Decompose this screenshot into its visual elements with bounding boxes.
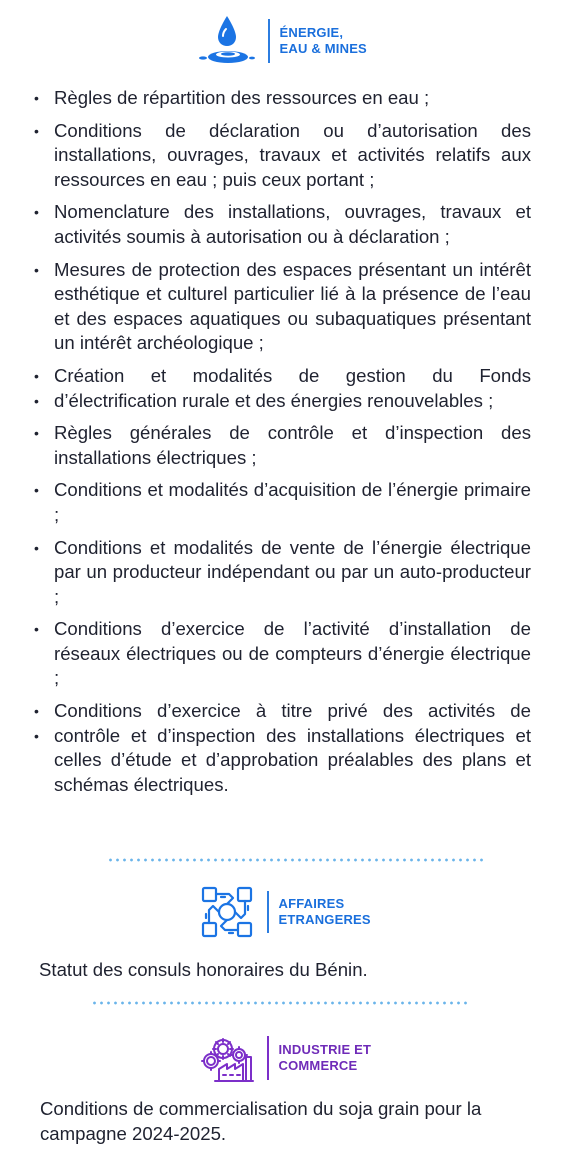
header-divider	[268, 19, 270, 63]
list-item-text: Conditions de déclaration ou d’autorisation des installations, ouvrages, travaux et activités relatifs aux ressources en eau ; puis ceux portant ;	[54, 119, 531, 190]
bullet-dot: •	[34, 392, 39, 409]
industry-section-header	[199, 1033, 371, 1083]
industry-section-title	[279, 1042, 372, 1074]
list-item	[34, 421, 531, 470]
energy-items-list	[0, 86, 571, 805]
list-item	[34, 119, 531, 193]
list-item	[34, 364, 531, 413]
list-item	[34, 478, 531, 527]
list-item-text: Conditions et modalités d’acquisition de l’énergie primaire ;	[54, 479, 531, 525]
header-divider	[267, 1036, 269, 1080]
list-item	[34, 86, 531, 111]
foreign-affairs-section-header	[199, 884, 371, 940]
list-item-text: Mesures de protection des espaces présentant un intérêt esthétique et culturel particulier lié à la présence de l’eau et des espaces aquatiques ou subaquatiques présentant un intérêt archéologique ;	[54, 258, 531, 354]
bullet-dot: •	[34, 90, 39, 106]
list-item-text: Nomenclature des installations, ouvrages, travaux et activités soumis à autorisation ou à déclaration ;	[54, 201, 531, 247]
bullet-dot: •	[34, 621, 39, 638]
bullet-dot: •	[34, 122, 39, 139]
bullet-dot: •	[34, 539, 39, 556]
list-item	[34, 617, 531, 691]
list-item	[34, 699, 531, 797]
foreign-affairs-title-line2: ETRANGERES	[278, 912, 371, 927]
header-divider	[267, 891, 269, 933]
bullet-dot: •	[34, 703, 39, 720]
factory-gears-icon	[199, 1033, 255, 1083]
energy-title-line2: EAU & MINES	[279, 41, 367, 56]
bullet-dot: •	[34, 425, 39, 442]
foreign-affairs-text: Statut des consuls honoraires du Bénin.	[39, 959, 368, 980]
list-item-text: Création et modalités de gestion du Fonds d’électrification rurale et des énergies renouvelables ;	[54, 364, 531, 411]
energy-section-title	[280, 25, 367, 57]
foreign-affairs-section-title	[279, 896, 371, 928]
foreign-affairs-title-line1: AFFAIRES	[278, 896, 345, 911]
industry-title-line1: INDUSTRIE ET	[278, 1042, 372, 1057]
bullet-dot: •	[34, 367, 39, 384]
industry-text: Conditions de commercialisation du soja grain pour la campagne 2024-2025.	[40, 1098, 482, 1144]
joined-hands-icon	[199, 884, 255, 940]
bullet-dot: •	[34, 727, 39, 744]
water-drop-icon	[198, 14, 256, 68]
list-item-text: Conditions d’exercice de l’activité d’installation de réseaux électriques ou de compteurs d’énergie électrique ;	[54, 618, 531, 689]
bullet-dot: •	[34, 482, 39, 499]
dotted-separator	[91, 1001, 471, 1005]
industry-title-line2: COMMERCE	[278, 1058, 358, 1073]
list-item-text: Conditions et modalités de vente de l’énergie électrique par un producteur indépendant ou par un auto-producteur ;	[54, 536, 531, 607]
bullet-dot: •	[34, 204, 39, 221]
list-item-text: Règles générales de contrôle et d’inspection des installations électriques ;	[54, 422, 531, 468]
list-item	[34, 200, 531, 249]
dotted-separator	[107, 858, 487, 862]
list-item	[34, 258, 531, 356]
list-item-text: Règles de répartition des ressources en eau ;	[54, 87, 430, 108]
energy-section-header	[198, 14, 367, 68]
list-item-text: Conditions d’exercice à titre privé des activités de contrôle et d’inspection des installations électriques et celles d’étude et d’approbation préalables des plans et schémas électriques.	[54, 700, 531, 795]
energy-title-line1: ÉNERGIE,	[279, 25, 344, 40]
bullet-dot: •	[34, 261, 39, 278]
list-item	[34, 536, 531, 610]
